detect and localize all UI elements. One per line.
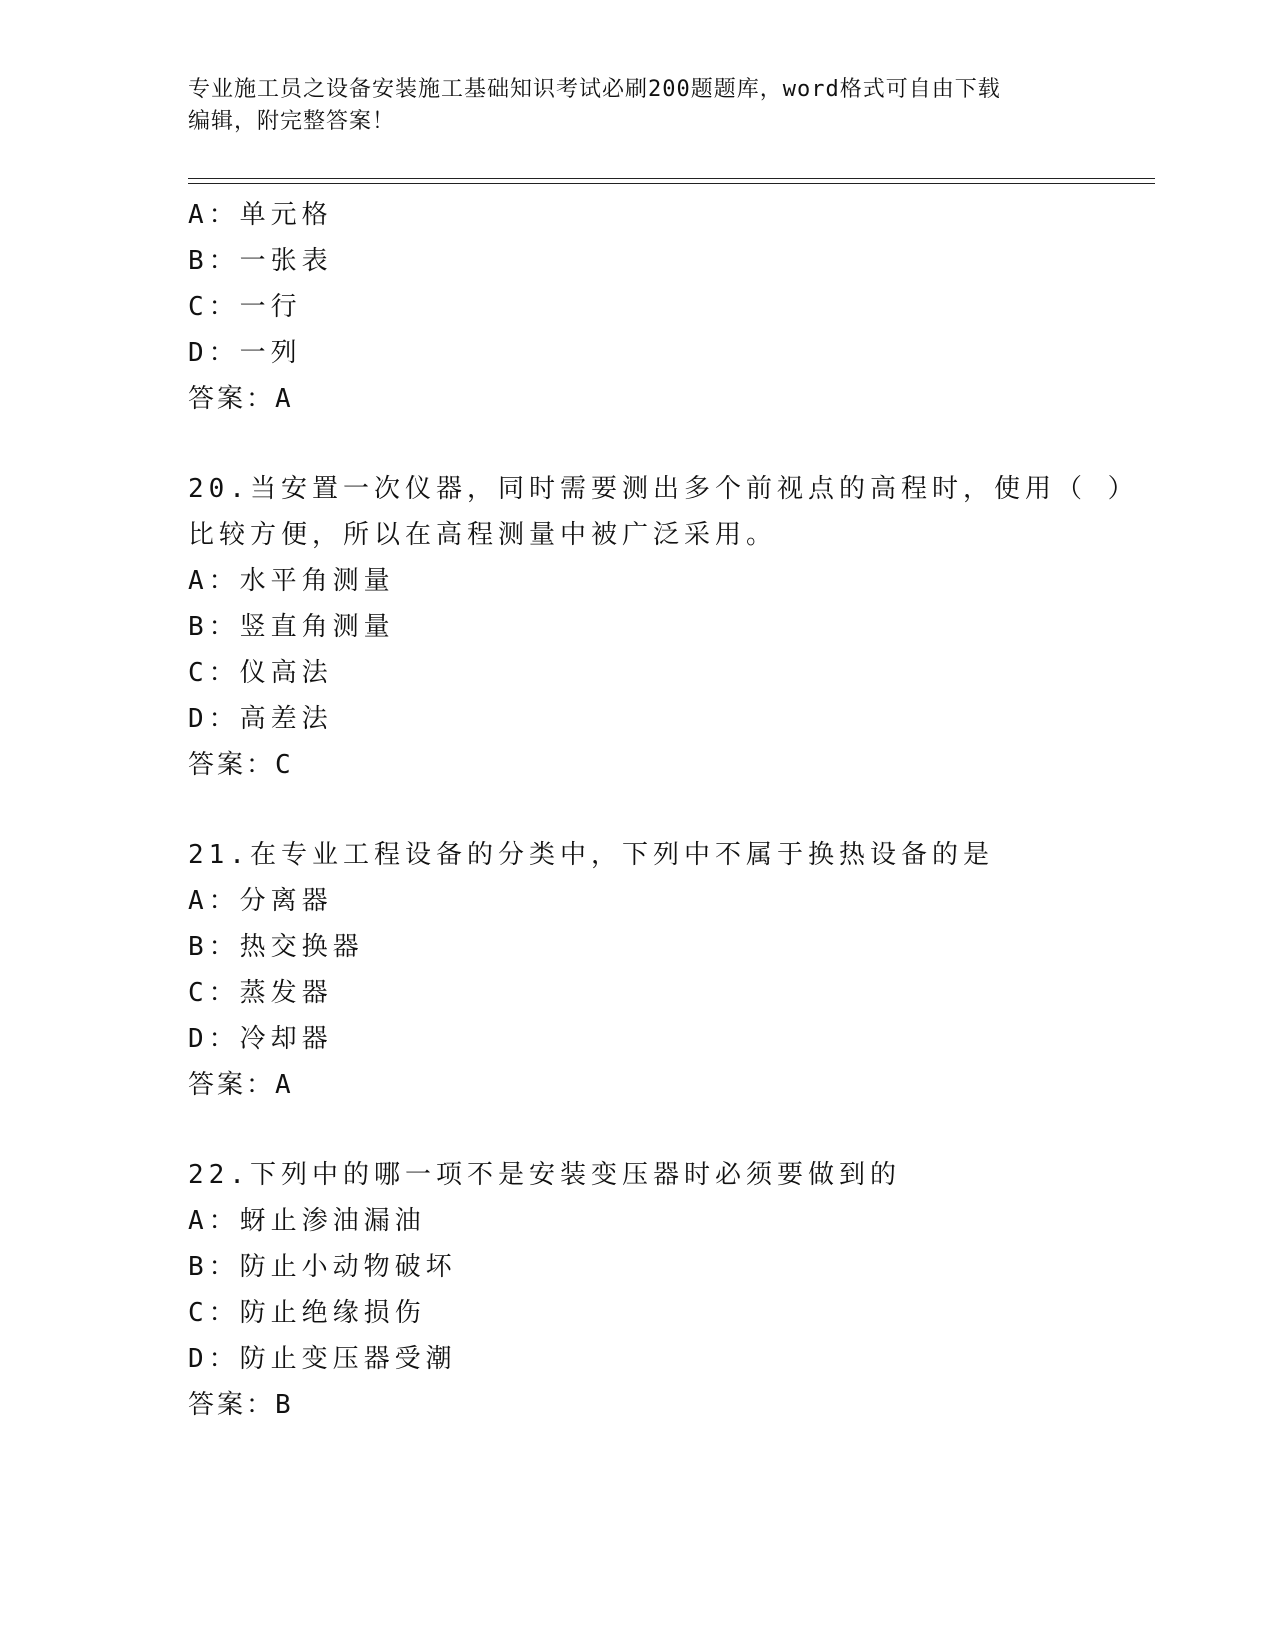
question-spacer bbox=[188, 788, 1138, 832]
option-d: D：高差法 bbox=[188, 704, 333, 734]
option-c: C：仪高法 bbox=[188, 658, 333, 688]
option-c: C：蒸发器 bbox=[188, 978, 333, 1008]
option-d: D：防止变压器受潮 bbox=[188, 1344, 457, 1374]
question-stem-line: 比较方便，所以在高程测量中被广泛采用。 bbox=[188, 520, 778, 550]
question-block-22 bbox=[188, 1152, 1138, 1428]
header-divider-top bbox=[188, 178, 1155, 179]
answer-line: 答案：A bbox=[188, 384, 294, 414]
option-d: D：冷却器 bbox=[188, 1024, 333, 1054]
answer-line: 答案：B bbox=[188, 1390, 294, 1420]
option-c: C：防止绝缘损伤 bbox=[188, 1298, 426, 1328]
question-stem-line: 21.在专业工程设备的分类中，下列中不属于换热设备的是 bbox=[188, 840, 994, 870]
option-a: A：单元格 bbox=[188, 200, 333, 230]
option-a: A：水平角测量 bbox=[188, 566, 395, 596]
answer-line: 答案：A bbox=[188, 1070, 294, 1100]
option-c: C：一行 bbox=[188, 292, 302, 322]
header-divider-bottom bbox=[188, 183, 1155, 184]
question-block-20 bbox=[188, 466, 1138, 788]
option-b: B：一张表 bbox=[188, 246, 333, 276]
option-b: B：防止小动物破坏 bbox=[188, 1252, 457, 1282]
document-header bbox=[188, 74, 1068, 138]
question-stem-line: 20.当安置一次仪器，同时需要测出多个前视点的高程时，使用（ ） bbox=[188, 474, 1139, 504]
document-body bbox=[188, 192, 1138, 1428]
option-d: D：一列 bbox=[188, 338, 302, 368]
question-stem-line: 22.下列中的哪一项不是安装变压器时必须要做到的 bbox=[188, 1160, 901, 1190]
question-block-21 bbox=[188, 832, 1138, 1108]
answer-line: 答案：C bbox=[188, 750, 294, 780]
header-line-1: 专业施工员之设备安装施工基础知识考试必刷200题题库，word格式可自由下载 bbox=[188, 77, 1001, 102]
question-block-19 bbox=[188, 192, 1138, 422]
header-line-2: 编辑，附完整答案！ bbox=[188, 109, 396, 134]
option-b: B：竖直角测量 bbox=[188, 612, 395, 642]
question-spacer bbox=[188, 1108, 1138, 1152]
option-b: B：热交换器 bbox=[188, 932, 364, 962]
question-spacer bbox=[188, 422, 1138, 466]
option-a: A：分离器 bbox=[188, 886, 333, 916]
option-a: A：蚜止渗油漏油 bbox=[188, 1206, 426, 1236]
